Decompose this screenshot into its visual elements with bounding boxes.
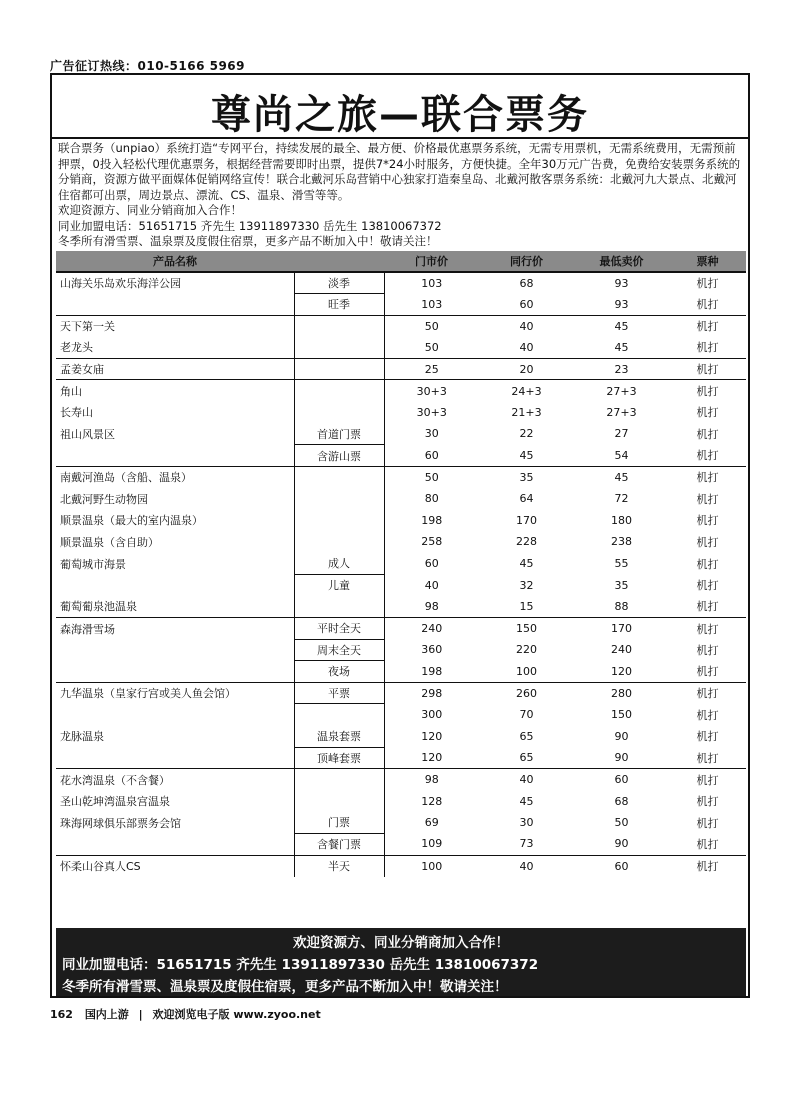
cell-product: 龙脉温泉	[56, 725, 294, 747]
cell-retail: 30+3	[384, 380, 479, 402]
table-row	[56, 315, 746, 337]
table-row	[56, 833, 746, 855]
cell-kind: 机打	[696, 298, 719, 312]
cell-trade: 260	[479, 682, 574, 704]
intro-notice: 冬季所有滑雪票、温泉票及度假住宿票，更多产品不断加入中！敬请关注！	[58, 234, 438, 248]
footer-divider: |	[138, 1008, 143, 1021]
cell-product: 怀柔山谷真人CS	[56, 855, 294, 877]
cell-product: 祖山风景区	[56, 423, 294, 445]
cell-trade: 65	[519, 751, 534, 765]
cell-retail: 50	[424, 340, 439, 354]
cell-product	[56, 294, 294, 316]
cell-kind: 机打	[696, 795, 719, 809]
cell-lowest: 60	[574, 855, 669, 877]
table-row	[56, 358, 746, 380]
table-row	[56, 790, 746, 812]
table-row	[56, 488, 746, 510]
cell-product: 葡萄葡泉池温泉	[56, 596, 294, 618]
intro-text	[58, 141, 744, 250]
cell-trade: 40	[479, 315, 574, 337]
cell-lowest: 45	[574, 315, 669, 337]
cell-type	[294, 358, 384, 380]
cell-trade: 40	[479, 855, 574, 877]
table-row	[56, 466, 746, 488]
cell-kind: 机打	[696, 406, 719, 420]
cell-product	[56, 574, 294, 596]
cell-lowest: 238	[611, 535, 632, 549]
cell-kind: 机打	[669, 682, 746, 704]
cell-trade: 32	[519, 578, 534, 592]
table-row	[56, 661, 746, 683]
intro-paragraph: 联合票务（unpiao）系统打造“专网平台，持续发展的最全、最方便、价格最优惠票务系统，无需专用票机，无需系统费用，无需预前押票，0投入轻松代理优惠票务，根据经营需要即时出票，提供7*24小时服务，方便快捷。全年30万元广告费，免费给安装票务系统的分销商，资源方做平面媒体促销网络宣传！联合北戴河乐岛营销中心独家打造秦皇岛、北戴河散客票务系统：北戴河九大景点、北戴河住宿都可出票，周边景点、漂流、CS、温泉、滑雪等等。	[58, 141, 741, 202]
cell-retail: 103	[421, 276, 443, 290]
cell-product: 孟姜女庙	[56, 358, 294, 380]
cell-trade: 21+3	[511, 405, 542, 419]
cell-retail: 120	[421, 729, 443, 743]
join-banner	[56, 928, 746, 996]
cell-product: 天下第一关	[56, 315, 294, 337]
page-title: 尊尚之旅—联合票务	[211, 92, 589, 138]
header-lowest-price: 最低卖价	[574, 251, 669, 272]
cell-lowest: 68	[614, 794, 629, 808]
cell-lowest: 50	[614, 816, 629, 830]
cell-type	[294, 380, 384, 402]
header-trade-price: 同行价	[479, 251, 574, 272]
cell-trade: 64	[519, 492, 534, 506]
cell-lowest: 240	[611, 643, 632, 657]
cell-trade: 68	[519, 276, 534, 290]
cell-product: 花水湾温泉（不含餐）	[56, 769, 294, 791]
table-body	[56, 272, 746, 877]
cell-type: 含游山票	[294, 445, 384, 467]
cell-product	[56, 639, 294, 661]
cell-type: 平时全天	[294, 618, 384, 640]
cell-type: 半天	[294, 855, 384, 877]
cell-type: 首道门票	[294, 423, 384, 445]
cell-trade: 150	[479, 618, 574, 640]
cell-trade: 20	[479, 358, 574, 380]
cell-kind: 机打	[696, 514, 719, 528]
cell-kind: 机打	[696, 730, 719, 744]
cell-retail: 60	[424, 448, 439, 462]
cell-type: 淡季	[294, 272, 384, 294]
table-row	[56, 725, 746, 747]
cell-lowest: 93	[614, 276, 629, 290]
cell-retail: 240	[384, 618, 479, 640]
cell-kind: 机打	[669, 769, 746, 791]
cell-kind: 机打	[696, 751, 719, 765]
ticket-price-table	[56, 251, 746, 877]
cell-kind: 机打	[696, 341, 719, 355]
cell-lowest: 35	[614, 578, 629, 592]
cell-lowest: 150	[611, 708, 632, 722]
cell-trade: 24+3	[479, 380, 574, 402]
ad-frame	[50, 73, 750, 998]
cell-kind: 机打	[669, 855, 746, 877]
cell-retail: 300	[421, 708, 443, 722]
cell-lowest: 90	[614, 751, 629, 765]
cell-retail: 40	[424, 578, 439, 592]
cell-retail: 50	[384, 315, 479, 337]
cell-kind: 机打	[696, 708, 719, 722]
cell-lowest: 55	[614, 557, 629, 571]
cell-trade: 228	[516, 535, 537, 549]
cell-product: 南戴河渔岛（含船、温泉）	[56, 466, 294, 488]
table-row	[56, 747, 746, 769]
cell-type: 温泉套票	[294, 725, 384, 747]
cell-lowest: 90	[614, 729, 629, 743]
cell-type	[294, 466, 384, 488]
cell-retail: 198	[421, 513, 443, 527]
cell-lowest: 72	[614, 492, 629, 506]
cell-retail: 120	[421, 751, 443, 765]
cell-trade: 40	[479, 769, 574, 791]
cell-product	[56, 704, 294, 726]
cell-lowest: 54	[614, 448, 629, 462]
cell-retail: 30	[424, 427, 439, 441]
cell-kind: 机打	[669, 380, 746, 402]
cell-type: 成人	[294, 553, 384, 575]
header-product-name: 产品名称	[56, 251, 294, 272]
site-link: 欢迎浏览电子版 www.zyoo.net	[152, 1008, 321, 1021]
cell-type: 夜场	[294, 661, 384, 683]
table-row	[56, 337, 746, 359]
cell-trade: 100	[516, 664, 537, 678]
cell-product	[56, 445, 294, 467]
cell-kind: 机打	[696, 837, 719, 851]
cell-type	[294, 531, 384, 553]
cell-retail: 30+3	[416, 405, 447, 419]
cell-lowest: 45	[574, 466, 669, 488]
cell-kind: 机打	[696, 427, 719, 441]
cell-type	[294, 402, 384, 424]
cell-retail: 80	[424, 492, 439, 506]
cell-product: 角山	[56, 380, 294, 402]
cell-kind: 机打	[696, 277, 719, 291]
cell-kind: 机打	[669, 466, 746, 488]
table-row	[56, 531, 746, 553]
table-row	[56, 704, 746, 726]
cell-retail: 360	[421, 643, 443, 657]
cell-kind: 机打	[696, 449, 719, 463]
cell-kind: 机打	[669, 315, 746, 337]
cell-type	[294, 315, 384, 337]
table-row	[56, 553, 746, 575]
cell-lowest: 93	[614, 297, 629, 311]
cell-lowest: 23	[574, 358, 669, 380]
cell-lowest: 27	[614, 427, 629, 441]
cell-kind: 机打	[696, 492, 719, 506]
join-welcome: 欢迎资源方、同业分销商加入合作！	[293, 935, 509, 951]
cell-type: 儿童	[294, 574, 384, 596]
header-ticket-type	[294, 251, 384, 272]
ad-hotline: 广告征订热线：010-5166 5969	[50, 59, 246, 73]
header-ticket-kind: 票种	[669, 251, 746, 272]
cell-product: 北戴河野生动物园	[56, 488, 294, 510]
intro-contact: 同业加盟电话：51651715 齐先生 13911897330 岳先生 13810067372	[58, 218, 442, 233]
cell-trade: 15	[519, 599, 534, 613]
cell-product: 长寿山	[56, 402, 294, 424]
table-row	[56, 639, 746, 661]
table-row	[56, 574, 746, 596]
cell-type: 含餐门票	[294, 833, 384, 855]
cell-kind: 机打	[669, 358, 746, 380]
cell-trade: 30	[519, 816, 534, 830]
table-row	[56, 855, 746, 877]
table-row	[56, 294, 746, 316]
cell-trade: 73	[519, 837, 534, 851]
table-row	[56, 618, 746, 640]
cell-kind: 机打	[696, 600, 719, 614]
cell-lowest: 180	[611, 513, 632, 527]
cell-kind: 机打	[696, 816, 719, 830]
cell-retail: 98	[384, 769, 479, 791]
cell-lowest: 170	[574, 618, 669, 640]
cell-type: 顶峰套票	[294, 747, 384, 769]
cell-trade: 45	[519, 448, 534, 462]
cell-lowest: 27+3	[574, 380, 669, 402]
cell-product: 森海滑雪场	[56, 618, 294, 640]
table-row	[56, 445, 746, 467]
cell-kind: 机打	[696, 579, 719, 593]
cell-trade: 40	[519, 340, 534, 354]
cell-type: 周末全天	[294, 639, 384, 661]
cell-retail: 298	[384, 682, 479, 704]
cell-lowest: 45	[614, 340, 629, 354]
cell-trade: 45	[519, 794, 534, 808]
table-row	[56, 812, 746, 834]
header-retail-price: 门市价	[384, 251, 479, 272]
cell-kind: 机打	[696, 535, 719, 549]
cell-kind: 机打	[696, 665, 719, 679]
table-row	[56, 380, 746, 402]
cell-product	[56, 661, 294, 683]
cell-product: 珠海网球俱乐部票务会馆	[56, 812, 294, 834]
cell-kind: 机打	[696, 643, 719, 657]
cell-type: 平票	[294, 682, 384, 704]
table-row	[56, 510, 746, 532]
cell-type	[294, 596, 384, 618]
table-row	[56, 596, 746, 618]
cell-retail: 128	[421, 794, 443, 808]
cell-kind: 机打	[696, 557, 719, 571]
cell-retail: 50	[384, 466, 479, 488]
cell-retail: 103	[421, 297, 443, 311]
cell-lowest: 27+3	[606, 405, 637, 419]
cell-type	[294, 704, 384, 726]
table-header-row	[56, 251, 746, 272]
table-row	[56, 682, 746, 704]
cell-trade: 170	[516, 513, 537, 527]
cell-retail: 109	[421, 837, 443, 851]
table-row	[56, 402, 746, 424]
cell-trade: 22	[519, 427, 534, 441]
cell-product: 顺景温泉（最大的室内温泉）	[56, 510, 294, 532]
cell-retail: 60	[424, 557, 439, 571]
cell-trade: 220	[516, 643, 537, 657]
cell-product: 九华温泉（皇家行宫或美人鱼会馆）	[56, 682, 294, 704]
table-row	[56, 272, 746, 294]
join-contact: 同业加盟电话：51651715 齐先生 13911897330 岳先生 13810067372	[62, 957, 539, 973]
cell-type: 门票	[294, 812, 384, 834]
cell-lowest: 60	[574, 769, 669, 791]
cell-retail: 198	[421, 664, 443, 678]
cell-type: 旺季	[294, 294, 384, 316]
cell-retail: 258	[421, 535, 443, 549]
join-notice: 冬季所有滑雪票、温泉票及度假住宿票，更多产品不断加入中！敬请关注！	[62, 979, 508, 995]
page-footer	[50, 1006, 321, 1022]
cell-retail: 69	[424, 816, 439, 830]
intro-welcome: 欢迎资源方、同业分销商加入合作！	[58, 203, 242, 217]
section-name: 国内上游	[84, 1008, 129, 1021]
cell-type	[294, 790, 384, 812]
cell-trade: 60	[519, 297, 534, 311]
cell-product	[56, 747, 294, 769]
cell-product: 山海关乐岛欢乐海洋公园	[56, 272, 294, 294]
cell-type	[294, 510, 384, 532]
cell-trade: 45	[519, 557, 534, 571]
table-row	[56, 769, 746, 791]
cell-lowest: 280	[574, 682, 669, 704]
table-row	[56, 423, 746, 445]
cell-retail: 98	[424, 599, 439, 613]
title-divider	[52, 137, 748, 139]
cell-lowest: 120	[611, 664, 632, 678]
cell-retail: 25	[384, 358, 479, 380]
cell-retail: 100	[384, 855, 479, 877]
cell-lowest: 88	[614, 599, 629, 613]
cell-product	[56, 833, 294, 855]
cell-trade: 65	[519, 729, 534, 743]
cell-product: 葡萄城市海景	[56, 553, 294, 575]
cell-product: 顺景温泉（含自助）	[56, 531, 294, 553]
cell-type	[294, 488, 384, 510]
cell-type	[294, 769, 384, 791]
page-number: 162	[50, 1008, 73, 1021]
cell-lowest: 90	[614, 837, 629, 851]
cell-type	[294, 337, 384, 359]
cell-kind: 机打	[669, 618, 746, 640]
cell-product: 圣山乾坤湾温泉宫温泉	[56, 790, 294, 812]
cell-trade: 70	[519, 708, 534, 722]
cell-product: 老龙头	[56, 337, 294, 359]
cell-trade: 35	[479, 466, 574, 488]
